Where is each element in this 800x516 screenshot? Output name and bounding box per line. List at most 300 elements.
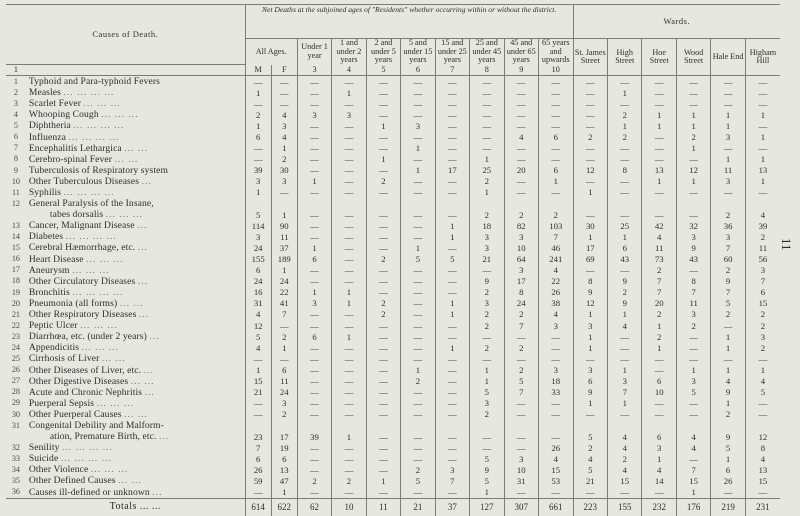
cell-value: 15 [745, 476, 780, 487]
cell-value: 6 [538, 165, 573, 176]
cell-value: 1 [271, 343, 297, 354]
row-number: 6 [13, 132, 18, 142]
cell-value: 1 [608, 87, 642, 98]
col-number: 8 [470, 65, 504, 76]
cell-value: — [745, 354, 780, 365]
cell-value: — [297, 165, 331, 176]
cell-value: 1 [401, 165, 435, 176]
cell-value: 1 [245, 365, 271, 376]
cell-value: — [245, 409, 271, 420]
cell-value: — [245, 99, 271, 110]
cell-value: — [297, 409, 331, 420]
row-number: 10 [11, 176, 20, 186]
table-row [6, 165, 780, 176]
row-number: 36 [11, 487, 20, 497]
cell-value: 26 [538, 287, 573, 298]
cause-name: Syphilis ... ... ... ... [28, 187, 115, 199]
cell-value: 4 [745, 209, 780, 220]
cell-value: 7 [676, 287, 710, 298]
cell-value: 2 [608, 132, 642, 143]
cell-value: 20 [504, 165, 538, 176]
cell-value: — [401, 99, 435, 110]
cell-value: 42 [642, 221, 676, 232]
cell-value: — [332, 487, 366, 499]
cell-value [711, 420, 745, 431]
cell-value: 1 [401, 365, 435, 376]
row-number: 30 [11, 409, 20, 419]
cell-value: — [297, 99, 331, 110]
cell-value: 43 [608, 254, 642, 265]
cell-value: — [573, 409, 607, 420]
cell-value: 2 [271, 331, 297, 342]
cell-value: — [332, 143, 366, 154]
cell-value [608, 198, 642, 209]
ward-header: High Street [608, 39, 642, 76]
cell-value: 4 [608, 431, 642, 442]
table-row [6, 442, 780, 453]
cell-value: — [642, 398, 676, 409]
table-row [6, 465, 780, 476]
cell-value: — [435, 409, 469, 420]
cell-value: 1 [366, 154, 400, 165]
cell-value: — [435, 132, 469, 143]
cell-value: — [504, 176, 538, 187]
cell-value [271, 198, 297, 209]
cell-value: 11 [271, 376, 297, 387]
cell-value: — [297, 387, 331, 398]
total-value: 11 [366, 498, 400, 516]
cause-name: Other Respiratory Diseases ... [28, 309, 150, 321]
cell-value: 2 [366, 176, 400, 187]
row-number [6, 209, 26, 220]
cell-value: 1 [676, 143, 710, 154]
col-number: 3 [297, 65, 331, 76]
cause-name: Other Tuberculous Diseases ... [28, 176, 152, 187]
cell-value: 64 [504, 254, 538, 265]
cell-value: — [366, 110, 400, 121]
cell-value: 22 [538, 276, 573, 287]
cell-value: — [642, 87, 676, 98]
cell-value: 9 [573, 287, 607, 298]
total-value: 62 [297, 498, 331, 516]
cause-name: Senility ... ... ... ... [28, 442, 113, 454]
col-number: 10 [538, 65, 573, 76]
cell-value: 21 [470, 254, 504, 265]
cell-value: — [297, 265, 331, 276]
totals-row [6, 498, 780, 516]
cell-value: — [504, 143, 538, 154]
cell-value [245, 420, 271, 431]
table-row [6, 87, 780, 98]
cell-value [504, 420, 538, 431]
cell-value: 1 [435, 221, 469, 232]
cell-value: 15 [745, 298, 780, 309]
cell-value: 31 [504, 476, 538, 487]
cell-value: — [366, 165, 400, 176]
cause-name: Cerebral Hæmorrhage, etc. ... [28, 242, 148, 254]
age-caption: Net Deaths at the subjoined ages of "Residents" whether occurring within or without the district. [245, 5, 573, 39]
cell-value: 9 [608, 276, 642, 287]
cause-name: Influenza ... ... ... ... [28, 131, 120, 143]
totals-label: Totals ... ... [26, 498, 245, 516]
cell-value: 69 [573, 254, 607, 265]
cell-value: 1 [711, 154, 745, 165]
cell-value: 24 [271, 276, 297, 287]
cell-value: — [504, 110, 538, 121]
cell-value: — [332, 209, 366, 220]
table-row [6, 232, 780, 243]
cell-value [297, 420, 331, 431]
row-number: 32 [11, 442, 20, 452]
cause-name: Cirrhosis of Liver ... ... [28, 353, 126, 365]
cell-value: — [504, 487, 538, 499]
cell-value: — [504, 87, 538, 98]
cell-value: — [366, 465, 400, 476]
cell-value: — [642, 487, 676, 499]
cell-value: 13 [642, 165, 676, 176]
cell-value: 24 [245, 276, 271, 287]
cell-value: 5 [573, 465, 607, 476]
cell-value: — [711, 99, 745, 110]
cell-value: 2 [711, 309, 745, 320]
cell-value: — [332, 387, 366, 398]
cell-value: — [711, 487, 745, 499]
cell-value: — [573, 209, 607, 220]
cell-value: 4 [538, 265, 573, 276]
cell-value: 2 [676, 320, 710, 331]
cell-value: — [366, 365, 400, 376]
cell-value: 1 [711, 454, 745, 465]
cell-value: — [435, 487, 469, 499]
cell-value: — [642, 76, 676, 88]
cell-value: — [470, 431, 504, 442]
cell-value: — [573, 143, 607, 154]
cell-value: 1 [642, 343, 676, 354]
cell-value [745, 420, 780, 431]
cell-value: — [435, 209, 469, 220]
cell-value: 1 [711, 343, 745, 354]
cell-value: — [332, 132, 366, 143]
cell-value: 1 [538, 176, 573, 187]
table-row [6, 198, 780, 209]
cell-value: — [332, 187, 366, 198]
cell-value: 5 [573, 431, 607, 442]
cell-value: — [608, 99, 642, 110]
cell-value: 15 [608, 476, 642, 487]
cell-value: — [573, 176, 607, 187]
cell-value: 3 [573, 365, 607, 376]
cell-value: — [435, 387, 469, 398]
cell-value: 3 [711, 176, 745, 187]
cell-value: — [642, 132, 676, 143]
cell-value: 2 [401, 376, 435, 387]
cell-value: — [504, 398, 538, 409]
cell-value: — [573, 487, 607, 499]
total-value: 176 [676, 498, 710, 516]
cell-value: 6 [538, 132, 573, 143]
table-row [6, 132, 780, 143]
row-number: 7 [13, 143, 18, 153]
cell-value: 3 [271, 121, 297, 132]
cell-value: — [366, 265, 400, 276]
cell-value: — [573, 110, 607, 121]
table-row [6, 121, 780, 132]
cell-value: 1 [642, 176, 676, 187]
cell-value: — [676, 265, 710, 276]
cell-value: 11 [271, 232, 297, 243]
cell-value: 56 [745, 254, 780, 265]
cell-value: 3 [745, 331, 780, 342]
total-value: 219 [711, 498, 745, 516]
cell-value: 3 [676, 232, 710, 243]
cell-value: 114 [245, 221, 271, 232]
cell-value [538, 420, 573, 431]
cell-value: 3 [504, 232, 538, 243]
row-number: 33 [11, 453, 20, 463]
cell-value: — [608, 154, 642, 165]
cell-value: 1 [332, 87, 366, 98]
cell-value: 1 [271, 143, 297, 154]
cell-value: — [332, 99, 366, 110]
cause-name: Diarrhœa, etc. (under 2 years) ... [28, 331, 160, 343]
cell-value: — [297, 187, 331, 198]
cell-value: 4 [676, 442, 710, 453]
cell-value: — [435, 376, 469, 387]
cell-value: 2 [271, 409, 297, 420]
ward-header: Wood Street [676, 39, 710, 76]
cell-value: 2 [745, 343, 780, 354]
cell-value: — [297, 487, 331, 499]
total-value: 223 [573, 498, 607, 516]
table-row [6, 176, 780, 187]
cell-value: 1 [642, 121, 676, 132]
cell-value: 1 [297, 287, 331, 298]
cause-name: Tuberculosis of Respiratory system [28, 165, 169, 176]
cell-value: 39 [245, 165, 271, 176]
cell-value: 7 [711, 287, 745, 298]
cell-value: 1 [245, 121, 271, 132]
cell-value: 5 [676, 387, 710, 398]
cell-value: 7 [435, 476, 469, 487]
cell-value: 1 [711, 365, 745, 376]
table-row [6, 476, 780, 487]
table-row [6, 431, 780, 442]
cell-value: — [435, 110, 469, 121]
cell-value: 2 [504, 209, 538, 220]
cell-value: 3 [711, 132, 745, 143]
row-number: 31 [11, 420, 20, 430]
cell-value: 4 [573, 454, 607, 465]
cell-value [573, 420, 607, 431]
cell-value: 1 [435, 232, 469, 243]
cell-value: 5 [245, 209, 271, 220]
cause-name: ation, Premature Birth, etc. ... [49, 431, 170, 443]
cell-value: 3 [608, 376, 642, 387]
cell-value: 10 [642, 387, 676, 398]
cell-value: 103 [538, 221, 573, 232]
cell-value: 2 [401, 465, 435, 476]
cell-value: — [435, 287, 469, 298]
cell-value [470, 420, 504, 431]
cell-value: — [538, 121, 573, 132]
cell-value: 31 [245, 298, 271, 309]
cell-value: — [332, 309, 366, 320]
cell-value: 43 [676, 254, 710, 265]
cell-value: — [366, 343, 400, 354]
cell-value: 1 [271, 265, 297, 276]
cell-value: — [642, 354, 676, 365]
cell-value: — [401, 354, 435, 365]
total-value: 127 [470, 498, 504, 516]
cell-value: — [297, 376, 331, 387]
cell-value: 1 [245, 87, 271, 98]
cell-value: — [504, 431, 538, 442]
row-number: 8 [13, 154, 18, 164]
cell-value: — [435, 187, 469, 198]
cell-value: — [366, 132, 400, 143]
cell-value: 1 [470, 376, 504, 387]
cell-value: — [538, 343, 573, 354]
cell-value: — [745, 87, 780, 98]
cell-value: — [435, 331, 469, 342]
cell-value: — [332, 176, 366, 187]
cell-value: 1 [676, 365, 710, 376]
cell-value: 2 [676, 132, 710, 143]
table-row [6, 221, 780, 232]
cell-value: — [401, 221, 435, 232]
cell-value: 1 [470, 154, 504, 165]
cell-value: — [401, 209, 435, 220]
cell-value: — [245, 143, 271, 154]
cell-value: 7 [745, 276, 780, 287]
cell-value: 15 [245, 376, 271, 387]
row-number: 25 [11, 354, 20, 364]
cell-value: 5 [401, 476, 435, 487]
cell-value: 4 [676, 431, 710, 442]
cell-value: 10 [504, 465, 538, 476]
cell-value: — [538, 154, 573, 165]
cell-value: — [573, 154, 607, 165]
cell-value [573, 198, 607, 209]
cell-value: 13 [745, 465, 780, 476]
cell-value: — [676, 354, 710, 365]
row-number: 29 [11, 398, 20, 408]
causes-header: Causes of Death. [6, 5, 245, 65]
cell-value: — [676, 76, 710, 88]
cell-value: 26 [711, 476, 745, 487]
row-number: 11 [11, 187, 20, 197]
cell-value: 9 [608, 298, 642, 309]
cell-value: — [332, 320, 366, 331]
cell-value: 13 [271, 465, 297, 476]
cell-value [366, 420, 400, 431]
cell-value: 2 [504, 365, 538, 376]
cell-value: 18 [470, 221, 504, 232]
cell-value: 1 [573, 343, 607, 354]
cell-value: — [676, 187, 710, 198]
cell-value: — [435, 398, 469, 409]
cell-value: 9 [676, 243, 710, 254]
cell-value [642, 420, 676, 431]
cell-value: — [297, 221, 331, 232]
cell-value: — [538, 331, 573, 342]
cell-value: 3 [745, 265, 780, 276]
cell-value: 21 [573, 476, 607, 487]
cell-value: — [470, 143, 504, 154]
cell-value: 2 [711, 409, 745, 420]
cell-value: 5 [401, 254, 435, 265]
cell-value: 1 [711, 121, 745, 132]
cell-value: 39 [745, 221, 780, 232]
cell-value: — [401, 132, 435, 143]
cell-value [332, 198, 366, 209]
cell-value: 73 [642, 254, 676, 265]
cause-name: Heart Disease ... ... ... [28, 253, 124, 265]
cell-value: — [435, 365, 469, 376]
cell-value: — [271, 76, 297, 88]
cell-value [297, 198, 331, 209]
cell-value: — [245, 398, 271, 409]
cell-value: — [608, 187, 642, 198]
cell-value: — [297, 232, 331, 243]
cell-value: — [435, 442, 469, 453]
total-value: 307 [504, 498, 538, 516]
cell-value: — [366, 409, 400, 420]
cell-value: — [642, 187, 676, 198]
cell-value: 15 [676, 476, 710, 487]
cell-value: — [435, 276, 469, 287]
cell-value: — [504, 99, 538, 110]
cell-value: — [711, 354, 745, 365]
cell-value: 2 [642, 265, 676, 276]
row-number: 28 [11, 387, 20, 397]
total-value: 614 [245, 498, 271, 516]
cell-value: — [297, 132, 331, 143]
cell-value: 12 [745, 431, 780, 442]
cell-value: — [538, 187, 573, 198]
cell-value: — [401, 320, 435, 331]
cell-value: 4 [538, 454, 573, 465]
cell-value: 4 [608, 442, 642, 453]
cell-value: 24 [271, 387, 297, 398]
cell-value: — [745, 143, 780, 154]
cell-value: — [332, 465, 366, 476]
table-row [6, 287, 780, 298]
cell-value: 17 [271, 431, 297, 442]
cell-value: — [332, 343, 366, 354]
row-number: 17 [11, 265, 20, 275]
cell-value: 2 [470, 176, 504, 187]
cause-name: Cancer, Malignant Disease ... [28, 220, 148, 232]
ward-header: St. James Street [573, 39, 607, 76]
cell-value [470, 198, 504, 209]
cell-value: — [608, 209, 642, 220]
cell-value: — [297, 320, 331, 331]
cell-value: — [297, 343, 331, 354]
page-number: 11 [779, 238, 794, 251]
cell-value: — [608, 143, 642, 154]
cell-value: 4 [245, 343, 271, 354]
row-number [6, 431, 26, 442]
col-number: 4 [332, 65, 366, 76]
cell-value: — [608, 76, 642, 88]
cell-value: 3 [470, 232, 504, 243]
cell-value: — [538, 76, 573, 88]
total-value: 21 [401, 498, 435, 516]
cell-value: — [297, 121, 331, 132]
cell-value: — [366, 442, 400, 453]
cell-value: 8 [573, 276, 607, 287]
